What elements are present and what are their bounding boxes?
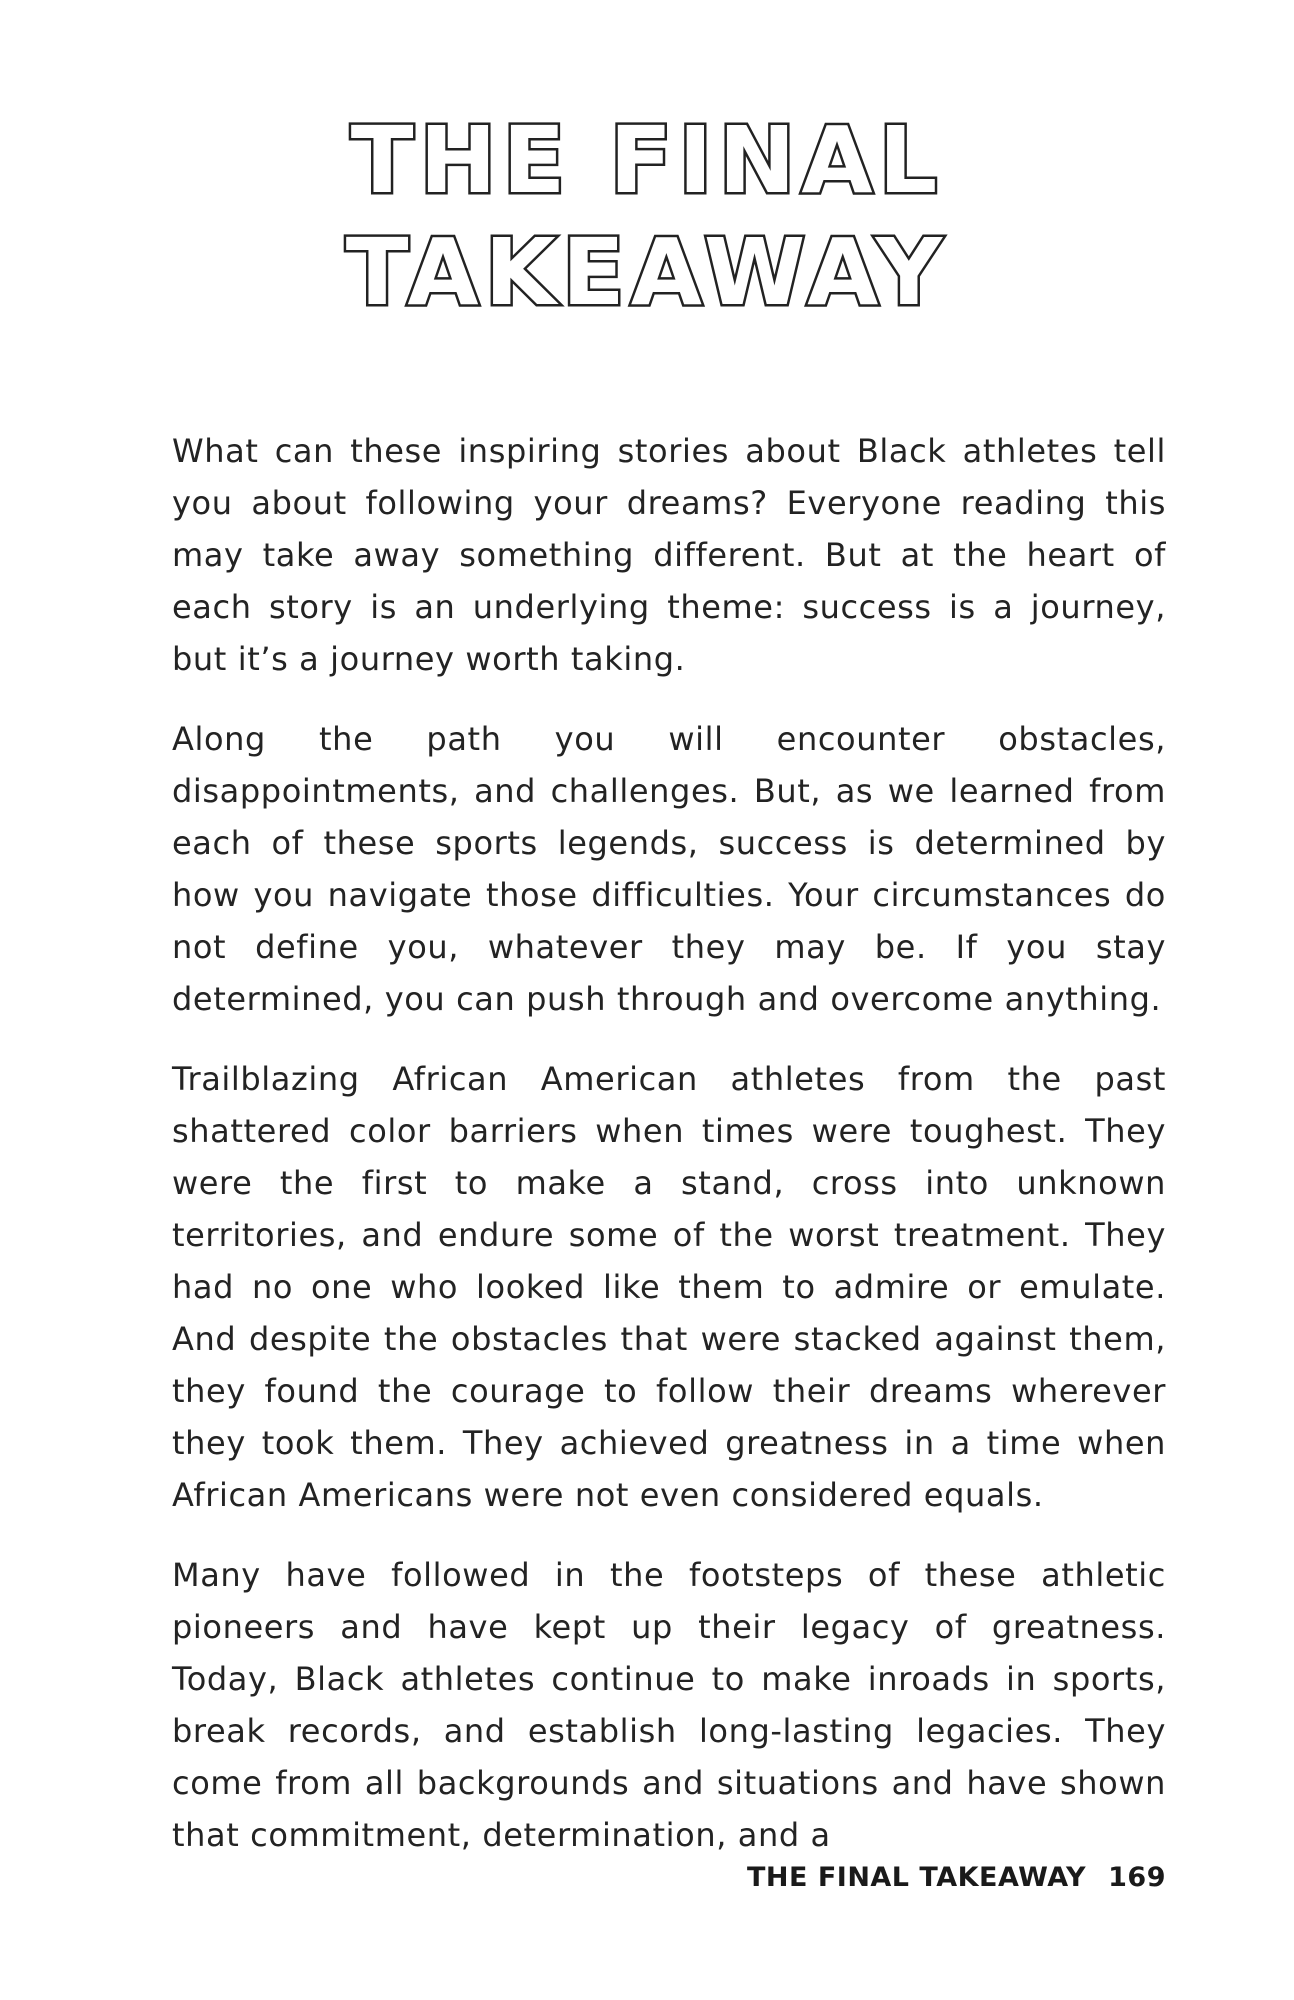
paragraph: What can these inspiring stories about Black athletes tell you about following your dreams? Everyone reading this may take away something different. But at the heart of each story is an underlying theme: success is a journey, but it’s a journey worth taking.: [172, 432, 1166, 678]
paragraph: Trailblazing African American athletes from the past shattered color barriers when times were toughest. They were the first to make a stand, cross into unknown territories, and endure some of the worst treatment. They had no one who looked like them to admire or emulate. And despite the obstacles that were stacked against them, they found the courage to follow their dreams wherever they took them. They achieved greatness in a time when African Americans were not even considered equals.: [172, 1060, 1166, 1514]
chapter-title: [0, 105, 1294, 329]
running-title: THE FINAL TAKEAWAY: [746, 1862, 1087, 1893]
paragraph: Many have followed in the footsteps of these athletic pioneers and have kept up their legacy of greatness. Today, Black athletes continue to make inroads in sports, break records, and establish long-lasting legacies. They come from all backgrounds and situations and have shown that commitment, determination, and a: [172, 1556, 1166, 1854]
chapter-title-line-1: THE FINAL: [350, 107, 944, 214]
running-footer: [747, 1862, 1166, 1893]
page-number: 169: [1108, 1862, 1166, 1893]
body-text: [172, 425, 1166, 1889]
chapter-title-line-2: TAKEAWAY: [345, 219, 949, 326]
paragraph: Along the path you will encounter obstacles, disappointments, and challenges. But, as we learned from each of these sports legends, success is determined by how you navigate those difficulties. Your circumstances do not define you, whatever they may be. If you stay determined, you can push through and overcome anything.: [172, 720, 1166, 1018]
